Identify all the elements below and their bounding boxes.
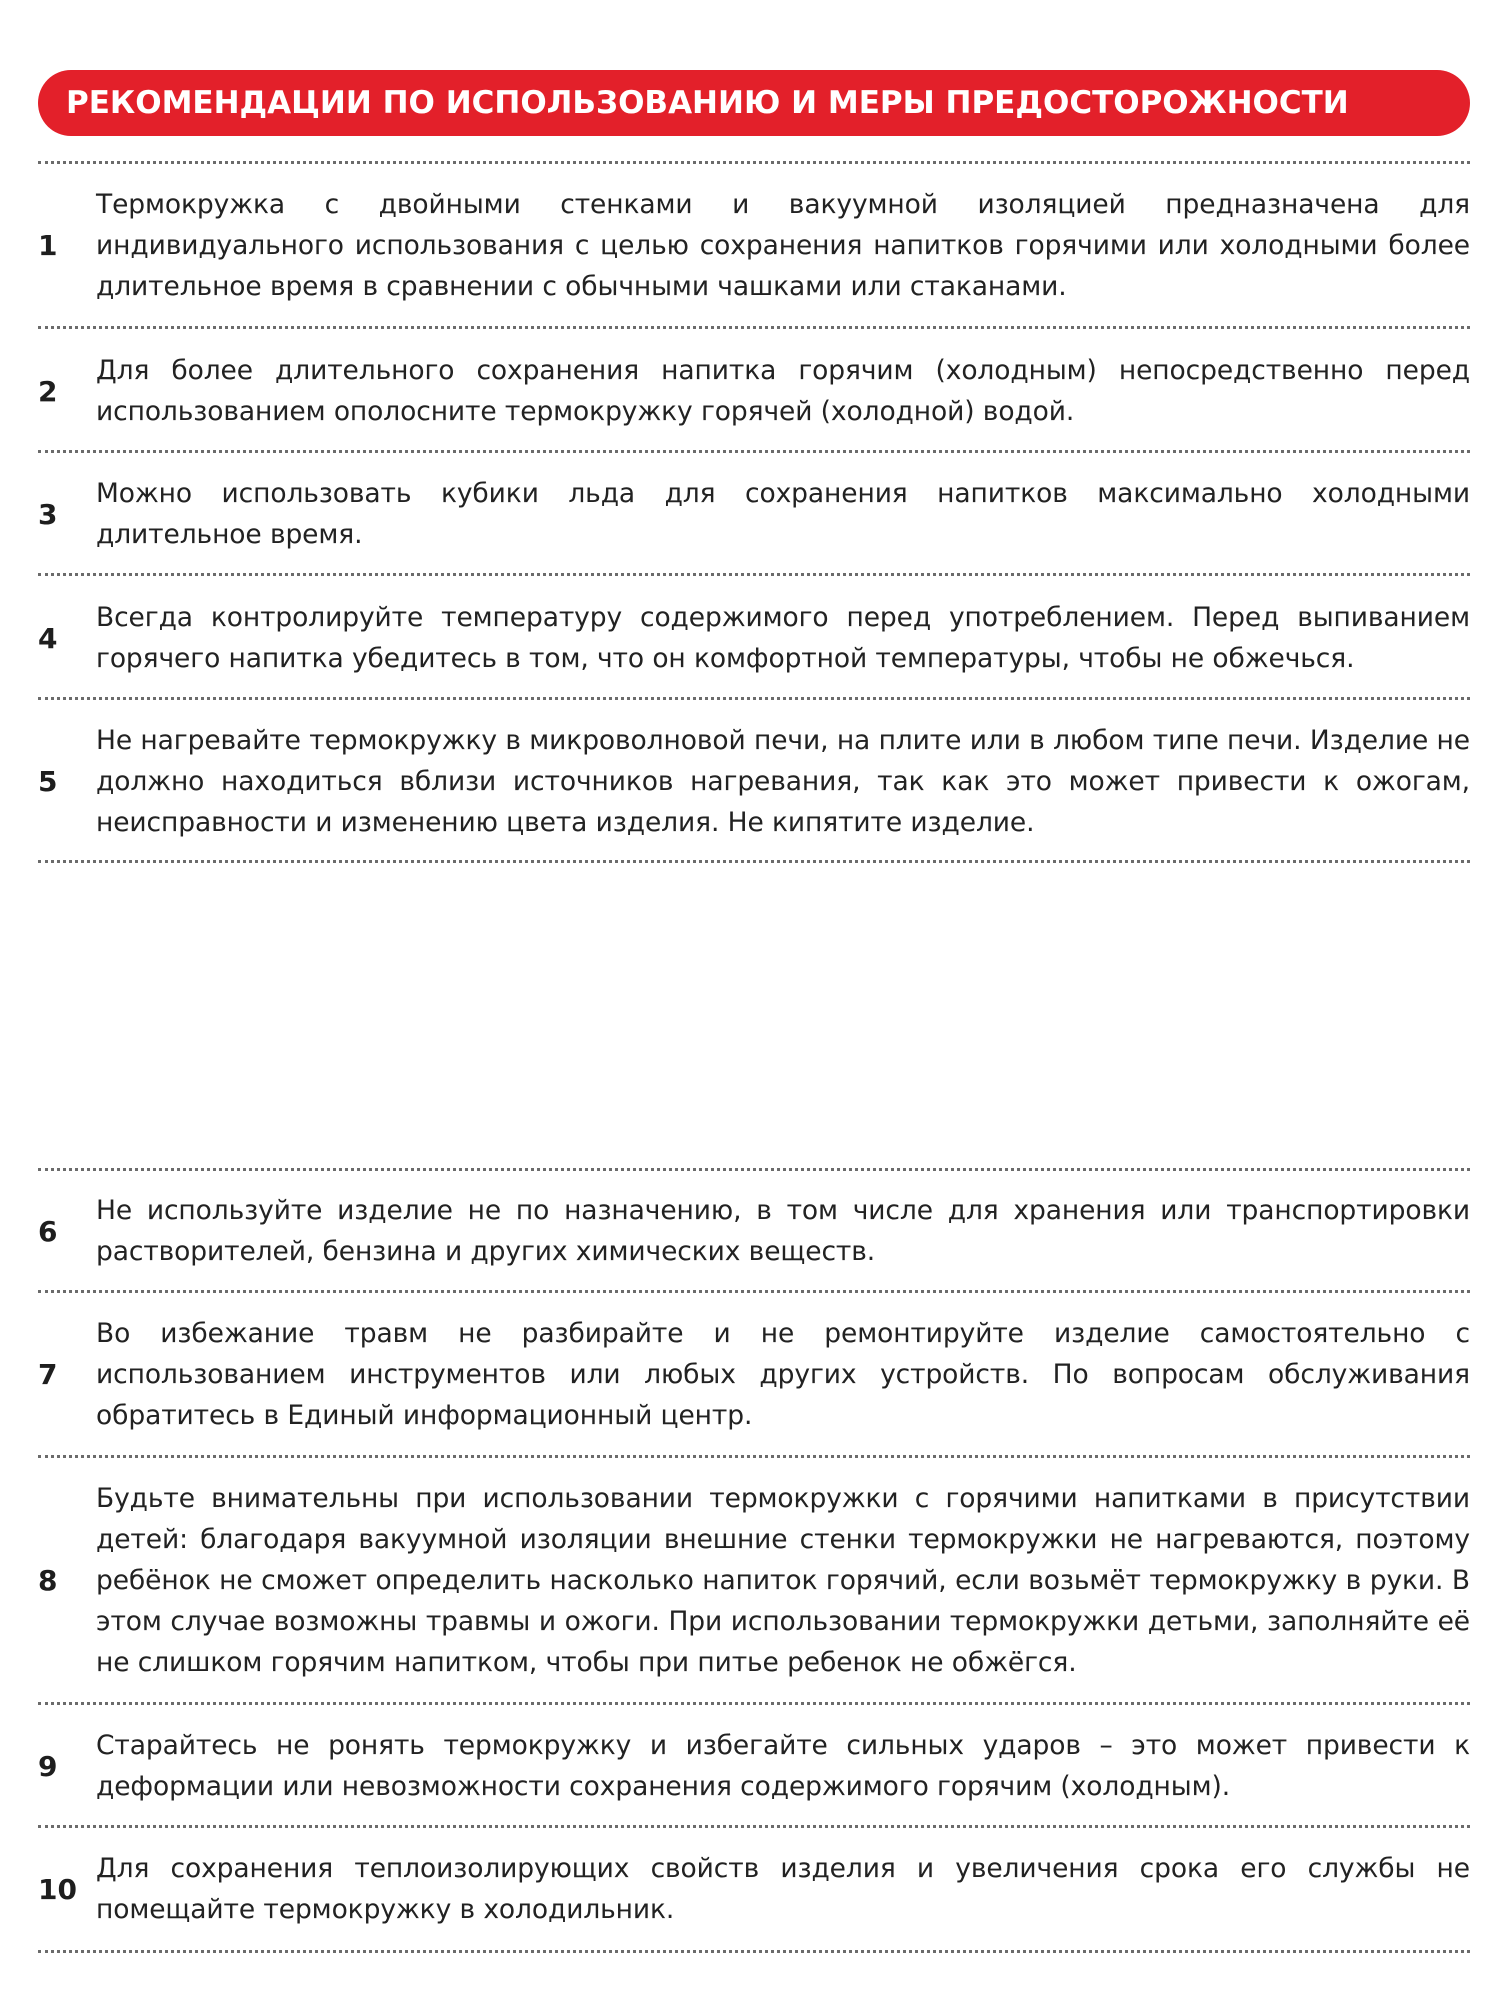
item-number: 7 [38, 1358, 58, 1391]
item-number: 1 [38, 229, 58, 262]
item-number: 9 [38, 1749, 58, 1783]
dotted-divider [38, 573, 1470, 576]
item-text: Для сохранения теплоизолирующих свойств изделия и увеличения срока его службы не помещайте термокружку в холодильник. [96, 1853, 1470, 1925]
list-item-2 [38, 350, 1470, 432]
item-text: Не используйте изделие не по назначению, в том числе для хранения или транспортировки растворителей, бензина и других химических веществ. [96, 1195, 1470, 1267]
dotted-divider [38, 697, 1470, 700]
item-text: Для более длительного сохранения напитка горячим (холодным) непосредственно перед использованием ополосните термокружку горячей (холодной) водой. [96, 355, 1470, 427]
section-title: РЕКОМЕНДАЦИИ ПО ИСПОЛЬЗОВАНИЮ И МЕРЫ ПРЕДОСТОРОЖНОСТИ [66, 85, 1349, 121]
dotted-divider [38, 326, 1470, 329]
list-item-4 [38, 597, 1470, 679]
item-text: Всегда контролируйте температуру содержимого перед употреблением. Перед выпиванием горячего напитка убедитесь в том, что он комфортной температуры, чтобы не обжечься. [96, 602, 1470, 674]
item-text: Будьте внимательны при использовании термокружки с горячими напитками в присутствии детей: благодаря вакуумной изоляции внешние стенки термокружки не нагреваются, поэтому ребёнок не сможет определить насколько напиток горячий, если возьмёт термокружку в руки. В этом случае возможны травмы и ожоги. При использовании термокружки детьми, заполняйте её не слишком горячим напитком, чтобы при питье ребенок не обжёгся. [96, 1483, 1470, 1678]
dotted-divider [38, 860, 1470, 863]
item-text: Термокружка с двойными стенками и вакуумной изоляцией предназначена для индивидуального использования с целью сохранения напитков горячими или холодными более длительное время в сравнении с обычными чашками или стаканами. [96, 189, 1470, 302]
list-item-10 [38, 1848, 1470, 1930]
item-text: Во избежание травм не разбирайте и не ремонтируйте изделие самостоятельно с использованием инструментов или любых других устройств. По вопросам обслуживания обратитесь в Единый информационный центр. [96, 1318, 1470, 1431]
dotted-divider [38, 1290, 1470, 1293]
item-number: 5 [38, 765, 58, 798]
item-text: Старайтесь не ронять термокружку и избегайте сильных ударов – это может привести к деформации или невозможности сохранения содержимого горячим (холодным). [96, 1730, 1470, 1802]
list-item-7 [38, 1313, 1470, 1436]
item-text: Не нагревайте термокружку в микроволновой печи, на плите или в любом типе печи. Изделие не должно находиться вблизи источников нагревания, так как это может привести к ожогам, неисправности и изменению цвета изделия. Не кипятите изделие. [96, 725, 1470, 838]
dotted-divider [38, 161, 1470, 164]
list-item-1 [38, 186, 1470, 305]
item-number: 6 [38, 1214, 58, 1248]
item-text: Можно использовать кубики льда для сохранения напитков максимально холодными длительное время. [96, 478, 1470, 550]
list-item-3 [38, 473, 1470, 555]
list-item-5 [38, 722, 1470, 841]
dotted-divider [38, 1168, 1470, 1171]
item-number: 4 [38, 621, 58, 655]
dotted-divider [38, 1825, 1470, 1828]
list-item-8 [38, 1478, 1470, 1683]
dotted-divider [38, 1455, 1470, 1458]
section-header-bar [38, 70, 1470, 136]
dotted-divider [38, 450, 1470, 453]
item-number: 10 [38, 1872, 77, 1906]
dotted-divider [38, 1950, 1470, 1953]
list-item-6 [38, 1190, 1470, 1272]
item-number: 3 [38, 497, 58, 531]
item-number: 8 [38, 1564, 58, 1597]
list-item-9 [38, 1725, 1470, 1807]
dotted-divider [38, 1702, 1470, 1705]
item-number: 2 [38, 374, 58, 408]
